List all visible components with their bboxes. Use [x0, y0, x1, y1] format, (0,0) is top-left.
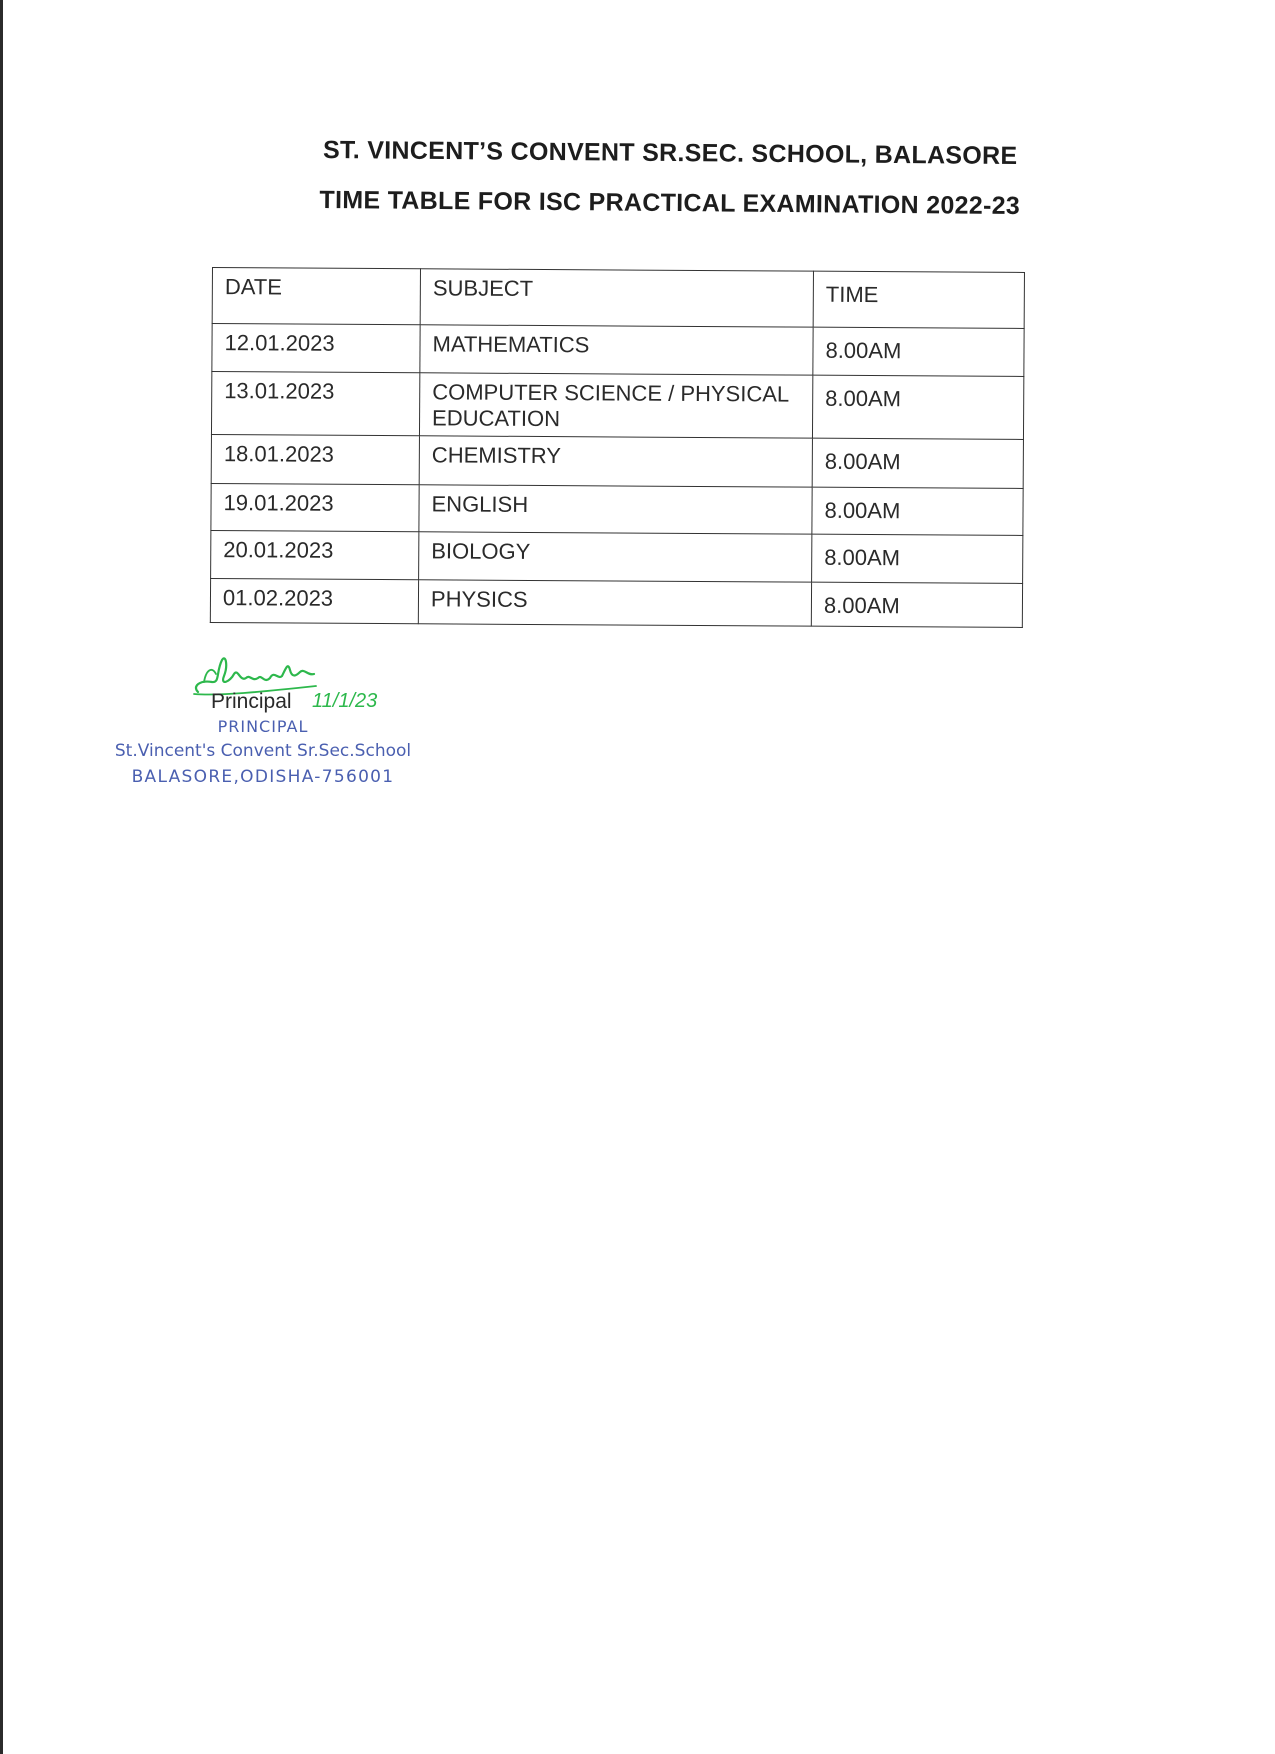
stamp-title: PRINCIPAL [217, 717, 309, 736]
column-header-time: TIME [813, 271, 1024, 328]
row-subject: COMPUTER SCIENCE / PHYSICAL EDUCATION [419, 373, 812, 438]
signature-date: 11/1/23 [312, 690, 378, 712]
page-title: TIME TABLE FOR ISC PRACTICAL EXAMINATION 2022-23 [319, 185, 1021, 221]
table-row [211, 483, 1023, 535]
row-date: 01.02.2023 [210, 578, 418, 623]
table-row [211, 372, 1023, 440]
row-subject: BIOLOGY [419, 532, 812, 582]
table-row [211, 530, 1023, 583]
scan-edge [0, 0, 3, 1754]
table-header-row [212, 268, 1024, 329]
school-name: ST. VINCENT’S CONVENT SR.SEC. SCHOOL, BALASORE [322, 135, 1018, 171]
stamp-address: BALASORE,ODISHA-756001 [131, 767, 395, 787]
row-subject: MATHEMATICS [420, 325, 813, 375]
row-time: 8.00AM [812, 487, 1023, 535]
row-date: 20.01.2023 [211, 530, 419, 579]
table-row [210, 578, 1022, 627]
signature-label: Principal [211, 690, 292, 713]
row-subject: CHEMISTRY [419, 436, 812, 487]
table-row [212, 324, 1024, 377]
row-date: 13.01.2023 [211, 372, 419, 436]
row-subject: ENGLISH [419, 485, 812, 534]
row-time: 8.00AM [812, 534, 1023, 583]
row-subject: PHYSICS [418, 580, 811, 626]
column-header-date: DATE [212, 268, 420, 325]
table-row [211, 434, 1023, 488]
row-date: 18.01.2023 [211, 434, 419, 484]
row-date: 19.01.2023 [211, 483, 419, 531]
stamp-school: St.Vincent's Convent Sr.Sec.School [114, 741, 412, 761]
row-time: 8.00AM [811, 582, 1022, 627]
row-time: 8.00AM [812, 375, 1023, 439]
school-stamp [108, 716, 418, 790]
column-header-subject: SUBJECT [420, 269, 813, 327]
document-header [270, 125, 1071, 232]
row-date: 12.01.2023 [212, 324, 420, 373]
timetable [210, 267, 1025, 628]
row-time: 8.00AM [812, 438, 1023, 488]
row-time: 8.00AM [813, 327, 1024, 376]
